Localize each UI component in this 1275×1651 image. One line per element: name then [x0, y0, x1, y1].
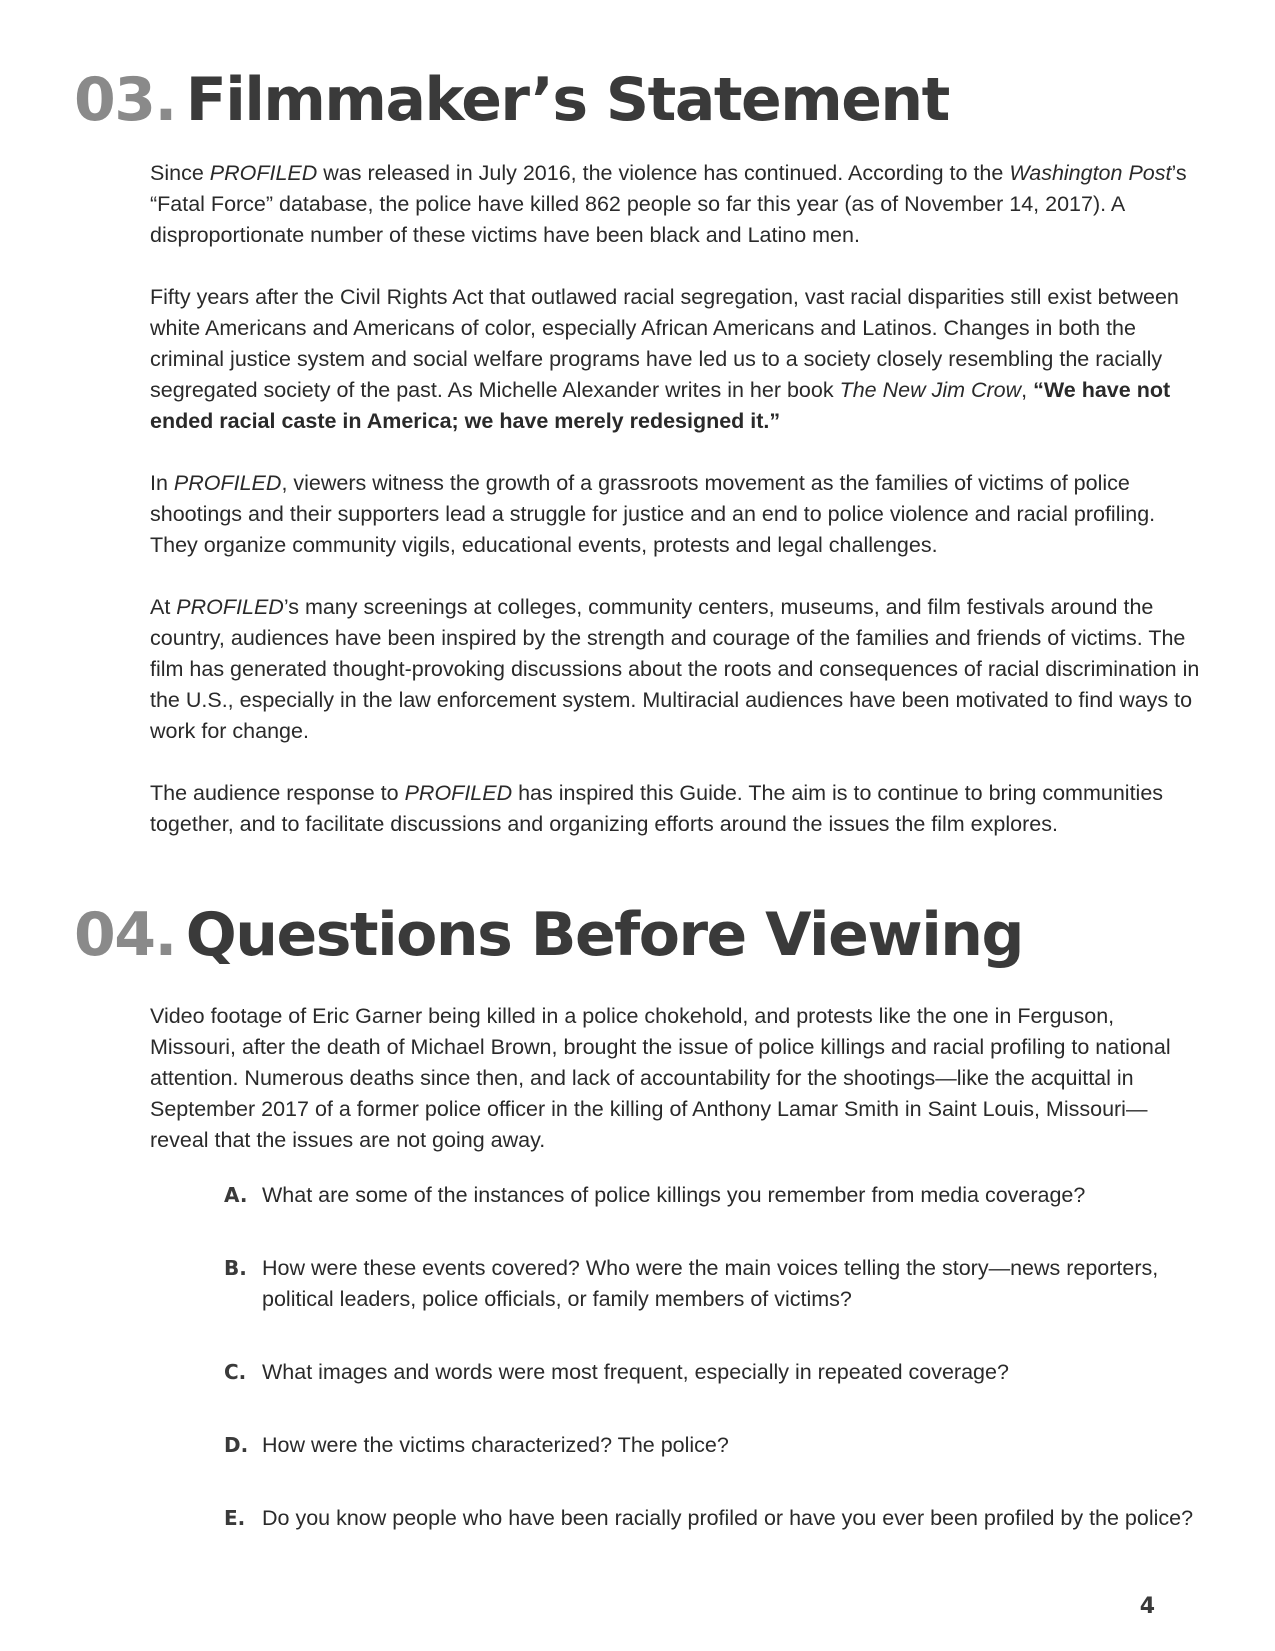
p3-film-title: PROFILED: [173, 471, 282, 495]
question-text: Do you know people who have been racially profiled or have you ever been profiled by the police?: [262, 1506, 1194, 1530]
section-03-title: Filmmaker’s Statement: [185, 65, 949, 135]
question-letter: A.: [224, 1183, 248, 1207]
question-text: What images and words were most frequent, especially in repeated coverage?: [262, 1360, 1009, 1384]
paragraph-1: [150, 158, 1200, 251]
question-letter: E.: [224, 1506, 246, 1530]
question-item: [224, 1503, 1204, 1565]
question-item: [224, 1253, 1204, 1357]
p5-text-1: The audience response to: [150, 781, 405, 805]
section-03-heading: [74, 65, 949, 135]
paragraph-4: [150, 592, 1200, 747]
p3-text-1: In: [150, 471, 174, 495]
section-03-number: 03.: [74, 65, 176, 135]
p1-text-2: was released in July 2016, the violence has continued. According to the: [317, 161, 1010, 185]
p4-text-1: At: [150, 595, 177, 619]
section-03-body: [150, 158, 1200, 840]
p1-text-1: Since: [150, 161, 210, 185]
question-letter: C.: [224, 1360, 247, 1384]
p3-text-2: , viewers witness the growth of a grassroots movement as the families of victims of police shootings and their supporters lead a struggle for justice and an end to police violence and racial profiling. They organize community vigils, educational events, protests and legal challenges.: [150, 471, 1156, 557]
paragraph-3: [150, 468, 1200, 561]
section-04-body: [150, 1001, 1200, 1156]
p5-film-title: PROFILED: [404, 781, 513, 805]
paragraph-2: [150, 282, 1200, 437]
section-04-number: 04.: [74, 900, 176, 970]
section-04-intro: Video footage of Eric Garner being killed in a police chokehold, and protests like the one in Ferguson, Missouri, after the death of Michael Brown, brought the issue of police killings and racial profiling to national attention. Numerous deaths since then, and lack of accountability for the shootings—like the acquittal in September 2017 of a former police officer in the killing of Anthony Lamar Smith in Saint Louis, Missouri—reveal that the issues are not going away.: [150, 1004, 1171, 1152]
question-item: [224, 1180, 1204, 1253]
question-text: What are some of the instances of police killings you remember from media coverage?: [262, 1183, 1086, 1207]
p2-book-title: The New Jim Crow: [839, 378, 1022, 402]
p1-text-3: ’s “Fatal Force” database, the police have killed 862 people so far this year (as of November 14, 2017). A disproportionate number of these victims have been black and Latino men.: [150, 161, 1187, 247]
p5-text-2: has inspired this Guide. The aim is to continue to bring communities together, and to facilitate discussions and organizing efforts around the issues the film explores.: [150, 781, 1164, 836]
p2-quote: “We have not ended racial caste in America; we have merely redesigned it.”: [150, 378, 1171, 433]
question-letter: B.: [224, 1256, 247, 1280]
questions-list: [224, 1180, 1204, 1565]
p2-text-1: Fifty years after the Civil Rights Act that outlawed racial segregation, vast racial disparities still exist between white Americans and Americans of color, especially African Americans and Latinos. Changes in both the criminal justice system and social welfare programs have led us to a society closely resembling the racially segregated society of the past. As Michelle Alexander writes in her book: [150, 285, 1179, 402]
page-number: 4: [1139, 1594, 1155, 1619]
section-04-heading: [74, 900, 1023, 970]
p1-film-title: PROFILED: [209, 161, 318, 185]
question-text: How were these events covered? Who were the main voices telling the story—news reporters, political leaders, police officials, or family members of victims?: [262, 1256, 1159, 1311]
p4-text-2: ’s many screenings at colleges, community centers, museums, and film festivals around the country, audiences have been inspired by the strength and courage of the families and friends of victims. The film has generated thought-provoking discussions about the roots and consequences of racial discrimination in the U.S., especially in the law enforcement system. Multiracial audiences have been motivated to find ways to work for change.: [150, 595, 1200, 743]
question-item: [224, 1357, 1204, 1430]
p2-text-2: ,: [1021, 378, 1034, 402]
p4-film-title: PROFILED: [176, 595, 284, 619]
p1-publication: Washington Post: [1009, 161, 1172, 185]
question-letter: D.: [224, 1433, 249, 1457]
paragraph-5: [150, 778, 1200, 840]
question-text: How were the victims characterized? The police?: [262, 1433, 729, 1457]
section-04-title: Questions Before Viewing: [185, 900, 1023, 970]
question-item: [224, 1430, 1204, 1503]
